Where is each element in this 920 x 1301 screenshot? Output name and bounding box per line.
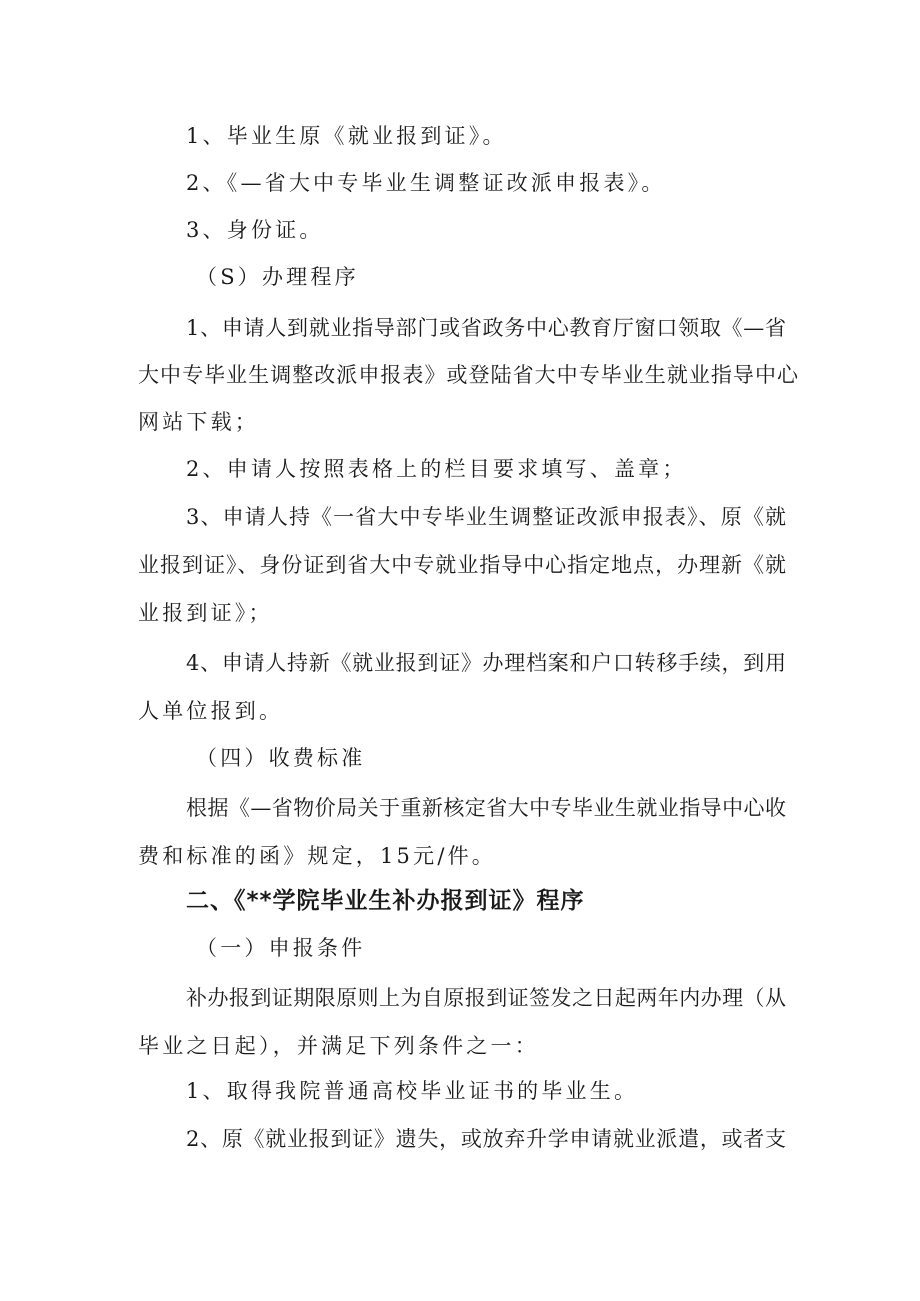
procedure-step-2: 2、申请人按照表格上的栏目要求填写、盖章； [186,457,687,481]
condition-item-2-line-1: 2、原《就业报到证》遗失，或放弃升学申请就业派遣，或者支 [186,1127,786,1151]
conditions-intro-line-1: 补办报到证期限原则上为自原报到证签发之日起两年内办理（从 [186,986,786,1010]
section-heading-fee: （四）收费标准 [196,746,366,770]
procedure-step-3-line-1: 3、申请人持《一省大中专毕业生调整证改派申报表》、原《就 [186,505,786,529]
material-item-2: 2、《—省大中专毕业生调整证改派申报表》。 [186,171,666,195]
section-heading-procedure: （S）办理程序 [196,265,359,289]
fee-line-1: 根据《—省物价局关于重新核定省大中专毕业生就业指导中心收 [186,796,786,820]
section-heading-conditions: （一）申报条件 [196,936,366,960]
procedure-step-1-line-3: 网站下载； [138,410,259,434]
chapter-heading-reissue: 二、《**学院毕业生补办报到证》程序 [186,888,585,914]
procedure-step-4-line-2: 人单位报到。 [138,699,284,723]
procedure-step-3-line-2: 业报到证》、身份证到省大中专就业指导中心指定地点，办理新《就 [138,553,786,577]
procedure-step-4-line-1: 4、申请人持新《就业报到证》办理档案和户口转移手续，到用 [186,651,786,675]
procedure-step-1-line-2: 大中专毕业生调整改派申报表》或登陆省大中专毕业生就业指导中心 [138,363,798,387]
procedure-step-1-line-1: 1、申请人到就业指导部门或省政务中心教育厅窗口领取《—省 [186,316,786,340]
material-item-3: 3、身份证。 [186,218,324,242]
procedure-step-3-line-3: 业报到证》； [138,601,273,625]
condition-item-1: 1、取得我院普通高校毕业证书的毕业生。 [186,1079,639,1103]
conditions-intro-line-2: 毕业之日起），并满足下列条件之一： [138,1034,539,1058]
material-item-1: 1、毕业生原《就业报到证》。 [186,124,507,148]
fee-line-2: 费和标准的函》规定，15元/件。 [138,844,496,868]
